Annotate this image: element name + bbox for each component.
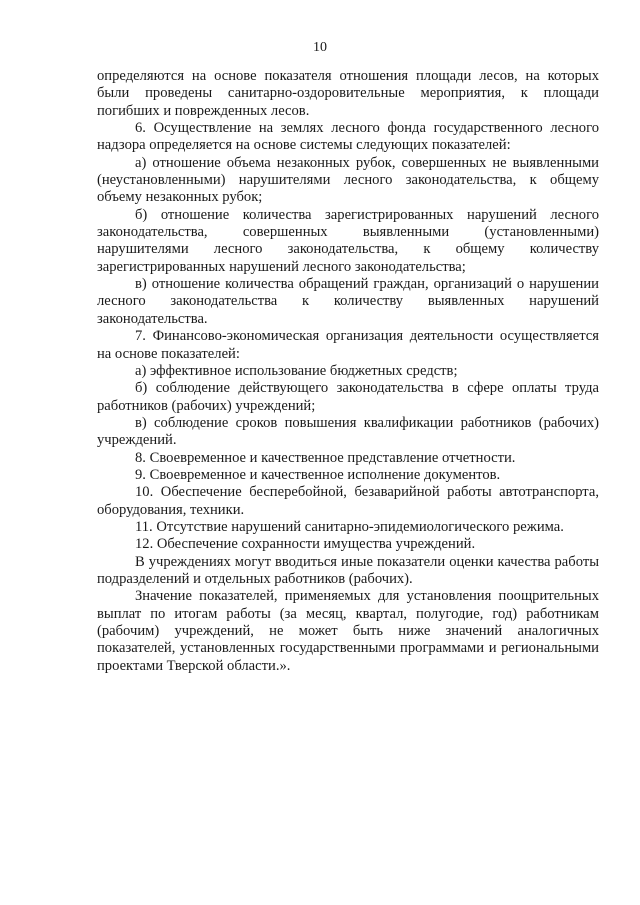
- paragraph-item-9: 9. Своевременное и качественное исполнение документов.: [135, 466, 501, 483]
- paragraph-item-7v: в) соблюдение сроков повышения квалификации работников (рабочих) учреждений.: [97, 414, 599, 449]
- page-number: 10: [313, 40, 327, 55]
- paragraph-item-12: 12. Обеспечение сохранности имущества учреждений.: [135, 536, 476, 553]
- paragraph-item-7: 7. Финансово-экономическая организация деятельности осуществляется на основе показателей:: [97, 328, 599, 362]
- paragraph-indicator-values: Значение показателей, применяемых для установления поощрительных выплат по итогам работы (за месяц, квартал, полугодие, год) работникам (рабочим) учреждений, не может быть ниже значений аналогичных показателей, установленных государственными программами и региональными проектами Тверской области.».: [97, 588, 599, 674]
- paragraph-item-7b: б) соблюдение действующего законодательства в сфере оплаты труда работников (рабочих) учреждений;: [97, 380, 599, 414]
- paragraph-item-8: 8. Своевременное и качественное представление отчетности.: [135, 449, 516, 466]
- paragraph-item-6: 6. Осуществление на землях лесного фонда государственного лесного надзора определяется на основе системы следующих показателей:: [97, 120, 599, 154]
- paragraph-item-11: 11. Отсутствие нарушений санитарно-эпидемиологического режима.: [135, 518, 564, 535]
- paragraph-other-indicators: В учреждениях могут вводиться иные показатели оценки качества работы подразделений и отдельных работников (рабочих).: [97, 553, 599, 587]
- document-body: [97, 68, 599, 675]
- paragraph-item-10: 10. Обеспечение бесперебойной, безаварийной работы автотранспорта, оборудования, техники.: [97, 484, 599, 518]
- paragraph-item-7a: а) эффективное использование бюджетных средств;: [135, 362, 458, 379]
- paragraph-item-6v: в) отношение количества обращений граждан, организаций о нарушении лесного законодательства к количеству выявленных нарушений законодательства.: [97, 276, 599, 327]
- paragraph-item-6b: б) отношение количества зарегистрированных нарушений лесного законодательства, совершенных выявленными (установленными) нарушителями лесного законодательства, к общему количеству зарегистрированных нарушений лесного законодательства;: [97, 206, 599, 275]
- paragraph-continuation: определяются на основе показателя отношения площади лесов, на которых были проведены санитарно-оздоровительные мероприятия, к площади погибших и поврежденных лесов.: [97, 68, 599, 119]
- paragraph-item-6a: а) отношение объема незаконных рубок, совершенных не выявленными (неустановленными) нарушителями лесного законодательства, к общему объему незаконных рубок;: [97, 154, 599, 206]
